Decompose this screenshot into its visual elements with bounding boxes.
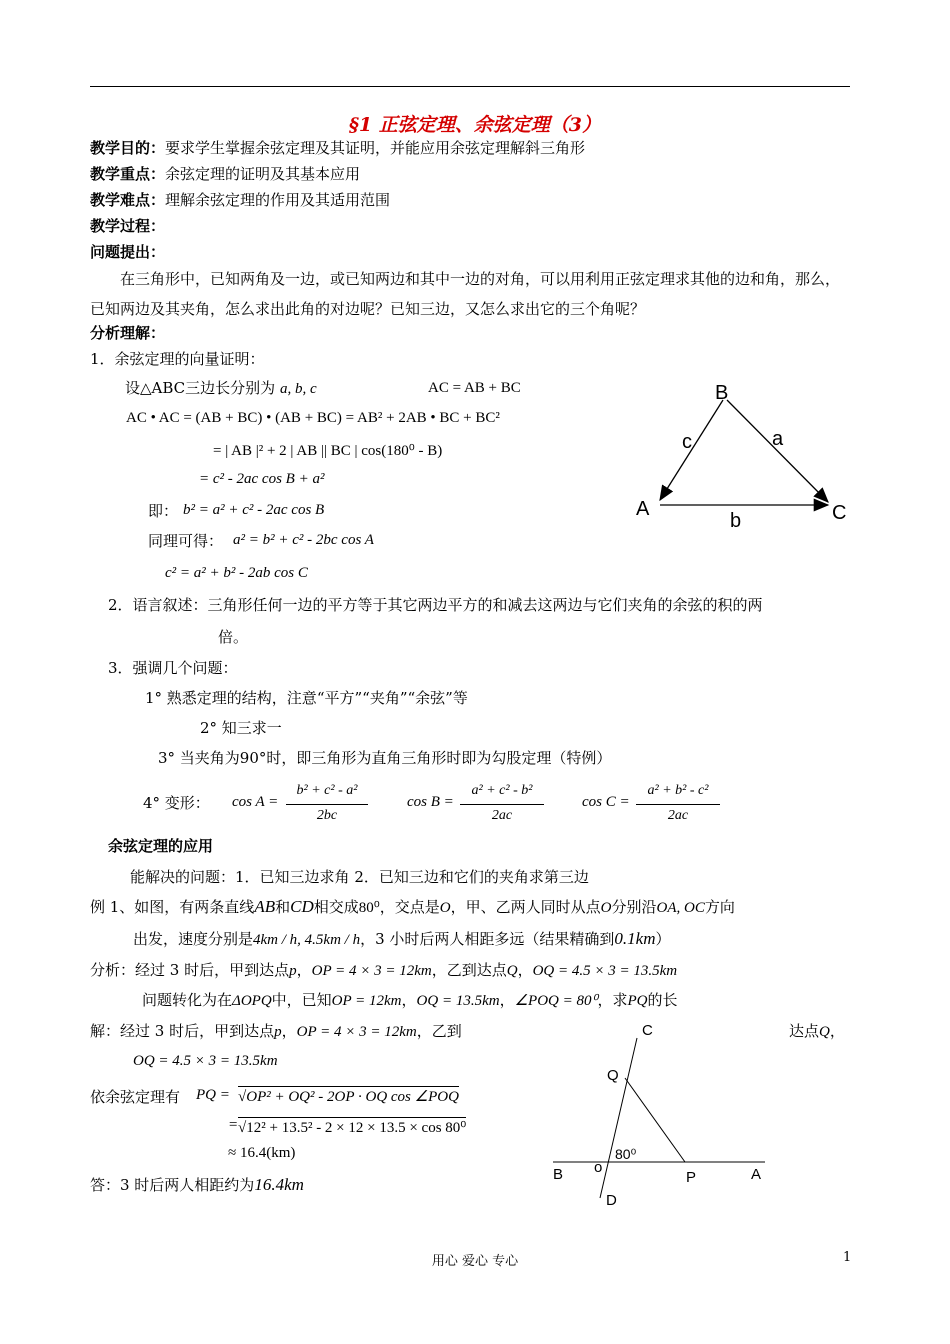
goal-line [90,137,585,159]
dot-product-line: AC • AC = (AB + BC) • (AB + BC) = AB² + 2AB • BC + BC² [126,410,500,426]
ex1-O: O [439,900,451,916]
question-text: 在三角形中，已知两角及一边，或已知两边和其中一边的对角，可以用利用正弦定理求其他的边和角，那么，已知两边及其夹角，怎么求出此角的对边呢？已知三边，又怎么求出它的三个角呢？ [90,270,841,318]
law-b: b² = a² + c² - 2ac cos B [183,502,325,518]
cosA-bar [286,804,368,805]
conv-b: 中，已知 [271,991,332,1009]
an-mid: ，乙到达点 [431,961,507,979]
item1-text: 1．余弦定理的向量证明： [90,350,265,368]
cosC-bar [636,804,720,805]
item2-line1: 2．语言叙述：三角形任何一边的平方等于其它两边平方的和减去这两边与它们夹角的余弦的积的两 [108,596,763,614]
proof-line-2: = | AB |² + 2 | AB || BC | cos(180⁰ - B) [213,443,443,459]
focus-line [90,163,360,185]
difficulty-label: 教学难点： [90,191,166,209]
fig-P: P [686,1169,697,1186]
fig-angle: 80⁰ [615,1146,637,1162]
goal-text: 要求学生掌握余弦定理及其证明，并能应用余弦定理解斜三角形 [165,139,586,157]
header-rule [90,86,850,87]
an-label: 分析：经过 3 时后，甲到达点 [90,961,290,979]
label-b: b [730,510,742,532]
law-radicand-2-text: 12² + 13.5² - 2 × 12 × 13.5 × cos 80⁰ [246,1120,467,1136]
cosB-num: a² + c² - b² [471,783,533,798]
point-2: 2° 知三求一 [200,719,282,737]
goal-label: 教学目的： [90,139,166,157]
law-label: 依余弦定理有 [90,1088,181,1106]
fig-A: A [751,1166,762,1183]
conv-oq: OQ = 13.5km [416,993,500,1009]
vertex-A: A [636,498,650,520]
ex1-OAOC: OA, OC [656,900,705,916]
label-c: c [682,431,692,453]
conv-d: 的长 [647,991,678,1009]
ex1-text-c: ，交点是 [379,898,440,916]
cosB-den: 2ac [491,808,513,823]
cosA-lhs: cos A = [232,794,279,810]
footer-text: 用心 爱心 专心 [431,1254,519,1269]
setup-text: 设△ABC三边长分别为 [125,379,276,397]
side-a-arrow [727,400,828,502]
point-4: 4° 变形： [143,794,210,812]
cosA-den: 2bc [316,808,338,823]
focus-label: 教学重点： [90,165,166,183]
fig-C: C [642,1022,653,1039]
sol-label: 解：经过 3 时后，甲到达点 [90,1022,275,1040]
setup-line [125,377,317,400]
sol-op: OP = 4 × 3 = 12km [296,1024,417,1040]
ex1-AB: AB [254,897,276,916]
same-label: 同理可得： [148,532,224,550]
law-radicand: √OP² + OQ² - 2OP · OQ cos ∠POQ [238,1086,459,1106]
label-a: a [772,428,784,450]
ex1-text-b: 相交成 [313,898,359,916]
fig-B: B [553,1166,564,1183]
law-a: a² = b² + c² - 2bc cos A [233,532,374,548]
fig-Q: Q [607,1067,619,1084]
sol-mid: ，乙到 [416,1022,462,1040]
triangle-figure [630,375,860,535]
difficulty-line [90,189,390,211]
ex1-speeds: 4km / h, 4.5km / h [253,932,361,948]
answer-line [90,1174,304,1196]
solution-oq: OQ = 4.5 × 3 = 13.5km [133,1053,278,1069]
ex1-precision: 0.1km [614,929,656,948]
law-approx: ≈ 16.4(km) [228,1145,296,1161]
sol-reach: 达点 [789,1022,820,1040]
example1-line1 [90,896,735,919]
cosC-num: a² + b² - c² [647,783,709,798]
vertex-C: C [832,502,847,524]
ex1-text-a: 例 1、如图，有两条直线 [90,898,255,916]
analysis-heading: 分析理解： [90,324,166,342]
difficulty-text: 理解余弦定理的作用及其适用范围 [165,191,391,209]
conv-triangle: ΔOPQ [232,993,272,1009]
question-heading: 问题提出： [90,243,166,261]
fig-D: D [606,1192,617,1209]
law-eq: = [228,1117,239,1133]
page-title: §1 正弦定理、余弦定理（3） [349,114,601,136]
proof-line-3: = c² - 2ac cos B + a² [199,471,325,487]
ex1-O2: O [600,900,612,916]
fig-O: o [594,1159,603,1176]
cosC-den: 2ac [667,808,689,823]
analysis-line: 分析：经过 3 时后，甲到达点p，OP = 4 × 3 = 12km，乙到达点Q，OQ = 4.5 × 3 = 13.5km [90,961,678,979]
solvable-problems: 能解决的问题：1．已知三边求角 2．已知三边和它们的夹角求第三边 [130,868,589,886]
law-radicand-text: OP² + OQ² - 2OP · OQ cos ∠POQ [246,1089,459,1105]
point-3: 3° 当夹角为90°时，即三角形为直角三角形时即为勾股定理（特例） [158,749,612,767]
intersection-figure [545,1020,775,1210]
ex1-line2-b: ，3 小时后两人相距多远（结果精确到 [360,930,615,948]
point-1: 1° 熟悉定理的结构，注意“平方”“夹角”“余弦”等 [145,689,468,707]
cosB-lhs: cos B = [407,794,454,810]
answer-value: 16.4km [254,1175,304,1194]
ex1-CD: CD [290,897,314,916]
ex1-text-d: ，甲、乙两人同时从点 [450,898,601,916]
law-radicand-2: √12² + 13.5² - 2 × 12 × 13.5 × cos 80⁰ [238,1117,466,1137]
conv-op: OP = 12km [331,993,402,1009]
solution-line: 解：经过 3 时后，甲到达点p，OP = 4 × 3 = 12km，乙到 [90,1022,462,1040]
focus-text: 余弦定理的证明及其基本应用 [165,165,361,183]
solution-reach: 达点Q， [789,1022,845,1040]
ex1-text-e: 分别沿 [611,898,657,916]
ji-label: 即： [148,502,179,520]
ex1-line2-a: 出发，速度分别是 [133,930,254,948]
vertex-B: B [715,382,729,404]
conv-angle: ∠POQ = 80⁰ [514,993,598,1009]
item3: 3．强调几个问题： [108,659,238,677]
process-label: 教学过程： [90,217,166,235]
ex1-text-f: 方向 [704,898,735,916]
an-op: OP = 4 × 3 = 12km [311,963,432,979]
item2-line2: 倍。 [218,628,249,646]
an-oq: OQ = 4.5 × 3 = 13.5km [532,963,678,979]
ex1-line2-c: ） [655,930,671,948]
conv-c: ，求 [597,991,628,1009]
law-c: c² = a² + b² - 2ab cos C [165,565,308,581]
conv-pq: PQ [627,993,648,1009]
answer-label: 答：3 时后两人相距约为 [90,1176,255,1194]
page-number: 1 [843,1250,852,1265]
an-Q: Q [506,963,518,979]
conv-a: 问题转化为在 [142,991,233,1009]
line-CD [600,1038,637,1198]
ex1-and: 和 [275,898,291,916]
cosC-lhs: cos C = [582,794,630,810]
sol-p: p [274,1024,282,1040]
cosB-bar [460,804,544,805]
cosA-num: b² + c² - a² [296,783,358,798]
law-lhs: PQ = [196,1087,230,1103]
setup-vars: a, b, c [279,381,317,397]
sol-Q: Q [819,1024,830,1040]
conversion-line: 问题转化为在ΔOPQ中，已知OP = 12km，OQ = 13.5km，∠POQ = 80⁰，求PQ的长 [142,991,678,1009]
vector-equation: AC = AB + BC [428,380,521,396]
ex1-80: 80⁰ [358,900,380,916]
an-p: p [289,963,297,979]
example1-line2 [133,928,671,951]
application-heading: 余弦定理的应用 [108,837,214,855]
